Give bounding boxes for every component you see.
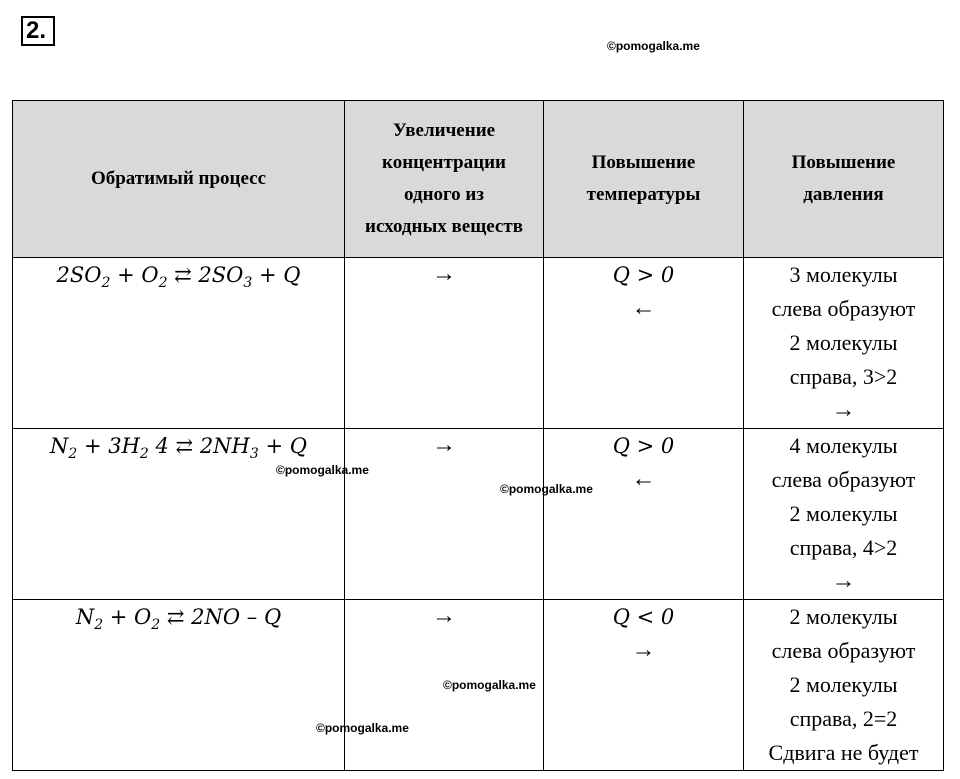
watermark-row3-left: ©pomogalka.me xyxy=(316,721,409,735)
temperature-shift-arrow: ← xyxy=(631,295,656,321)
pressure-line: Сдвига не будет xyxy=(768,740,919,765)
pressure-cell xyxy=(744,258,944,429)
process-cell xyxy=(13,600,345,771)
concentration-shift-arrow: → xyxy=(432,603,456,629)
header-concentration: Увеличение концентрации одного из исходных веществ xyxy=(345,101,544,258)
pressure-line: справа, 2=2 xyxy=(789,706,898,731)
pressure-shift-arrow: → xyxy=(831,568,856,594)
process-cell xyxy=(13,258,345,429)
watermark-row2-mid: ©pomogalka.me xyxy=(500,482,593,496)
pressure-cell xyxy=(744,600,944,771)
pressure-line: 4 молекулы xyxy=(789,433,898,458)
pressure-line: слева образуют xyxy=(771,467,916,492)
table-row xyxy=(13,429,944,600)
pressure-shift-arrow: → xyxy=(831,397,856,423)
table-row xyxy=(13,600,944,771)
pressure-line: 2 молекулы xyxy=(789,604,898,629)
watermark-top: ©pomogalka.me xyxy=(607,39,700,53)
pressure-line: слева образуют xyxy=(771,296,916,321)
header-row xyxy=(13,101,944,258)
temperature-condition: Q > 0 xyxy=(612,263,675,287)
temperature-cell xyxy=(544,600,744,771)
temperature-cell xyxy=(544,429,744,600)
concentration-cell xyxy=(345,429,544,600)
watermark-row2-left: ©pomogalka.me xyxy=(276,463,369,477)
task-number: 2. xyxy=(21,16,55,46)
equation: $N_2 + O_2$ ⇄ 2NO – Q xyxy=(75,605,282,634)
temperature-condition: Q > 0 xyxy=(612,434,675,458)
pressure-line: 2 молекулы xyxy=(789,672,898,697)
pressure-cell xyxy=(744,429,944,600)
header-pressure: Повышение давления xyxy=(744,101,944,258)
temperature-cell xyxy=(544,258,744,429)
concentration-cell xyxy=(345,600,544,771)
pressure-line: 2 молекулы xyxy=(789,330,898,355)
equation: $N_2 + 3H_2$ 4 ⇄ $2NH_3 + Q$ xyxy=(50,434,307,463)
pressure-line: справа, 3>2 xyxy=(789,364,898,389)
pressure-line: слева образуют xyxy=(771,638,916,663)
table-row xyxy=(13,258,944,429)
concentration-shift-arrow: → xyxy=(432,261,456,287)
process-cell xyxy=(13,429,345,600)
concentration-cell xyxy=(345,258,544,429)
equilibrium-table xyxy=(12,100,944,771)
pressure-line: 2 молекулы xyxy=(789,501,898,526)
header-temperature: Повышение температуры xyxy=(544,101,744,258)
concentration-shift-arrow: → xyxy=(432,432,456,458)
pressure-line: справа, 4>2 xyxy=(789,535,898,560)
temperature-shift-arrow: ← xyxy=(631,466,656,492)
watermark-row3-mid: ©pomogalka.me xyxy=(443,678,536,692)
temperature-condition: Q < 0 xyxy=(612,605,675,629)
temperature-shift-arrow: → xyxy=(631,637,656,663)
header-process: Обратимый процесс xyxy=(13,101,345,258)
equation: $2SO_2 + O_2$ ⇄ $2SO_3 + Q$ xyxy=(56,263,301,292)
pressure-line: 3 молекулы xyxy=(789,262,898,287)
